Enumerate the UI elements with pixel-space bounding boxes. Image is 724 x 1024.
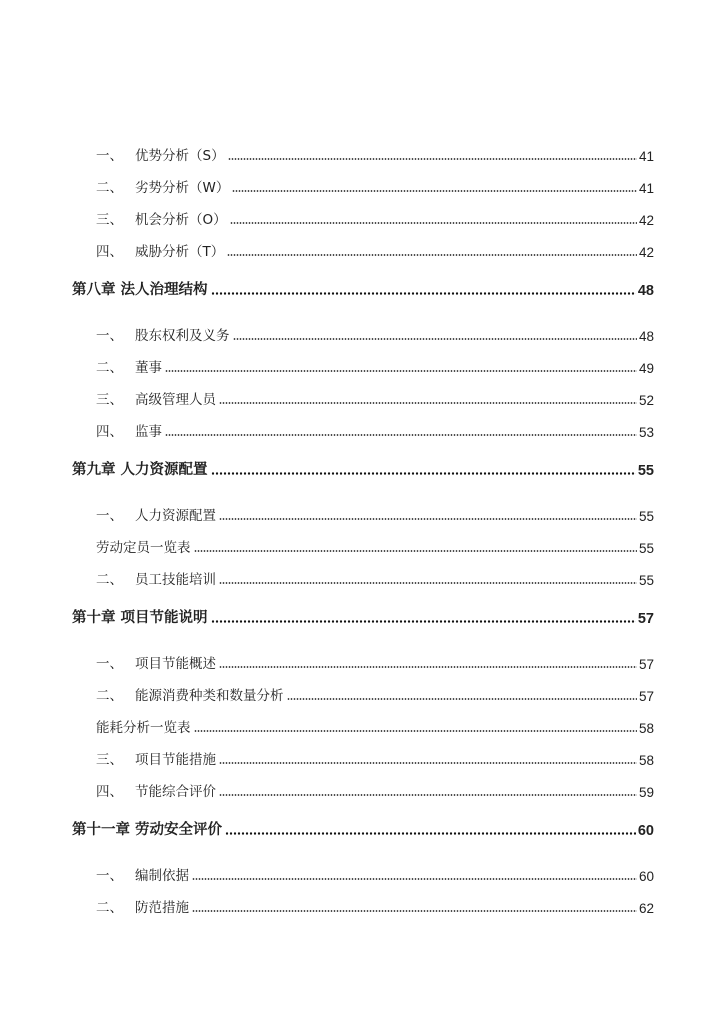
toc-entry-number: 四、 (96, 244, 123, 260)
toc-dot-leader (211, 292, 636, 295)
toc-page-number: 57 (638, 657, 654, 672)
toc-page-number: 48 (638, 329, 654, 344)
toc-entry-number: 二、 (96, 572, 123, 588)
toc-dot-leader (211, 620, 636, 623)
toc-dot-leader (194, 550, 637, 552)
toc-entry-number: 一、 (96, 328, 123, 344)
toc-page-number: 55 (638, 509, 654, 524)
toc-entry-number: 三、 (96, 752, 123, 768)
toc-page-number: 49 (638, 361, 654, 376)
toc-entry-number: 第八章 (72, 282, 116, 298)
toc-dot-leader (219, 582, 637, 584)
toc-chapter-entry[interactable] (72, 267, 654, 299)
toc-section-entry[interactable] (72, 884, 654, 916)
toc-entry-title: 机会分析（O） (135, 212, 227, 228)
toc-entry-title: 法人治理结构 (120, 282, 208, 298)
toc-entry-title: 防范措施 (135, 900, 189, 916)
toc-section-entry[interactable] (72, 704, 654, 736)
toc-entry-number: 三、 (96, 392, 123, 408)
toc-entry-number: 四、 (96, 784, 123, 800)
table-of-contents (72, 132, 654, 916)
toc-dot-leader (165, 434, 637, 436)
toc-entry-number: 三、 (96, 212, 123, 228)
toc-dot-leader (287, 698, 637, 700)
toc-entry-title: 能源消费种类和数量分析 (135, 688, 284, 704)
toc-entry-title: 编制依据 (135, 868, 189, 884)
toc-entry-number: 二、 (96, 360, 123, 376)
toc-chapter-entry[interactable] (72, 447, 654, 479)
toc-page-number: 52 (638, 393, 654, 408)
toc-section-entry[interactable] (72, 376, 654, 408)
toc-page-number: 55 (637, 463, 654, 479)
toc-dot-leader (232, 190, 637, 192)
toc-section-entry[interactable] (72, 344, 654, 376)
toc-section-entry[interactable] (72, 736, 654, 768)
toc-section-entry[interactable] (72, 164, 654, 196)
toc-entry-title: 节能综合评价 (135, 784, 216, 800)
toc-entry-title: 劳动安全评价 (135, 822, 222, 838)
toc-entry-title: 劣势分析（W） (135, 180, 230, 196)
toc-section-entry[interactable] (72, 132, 654, 164)
toc-entry-title: 项目节能措施 (135, 752, 216, 768)
toc-entry-title: 项目节能说明 (120, 610, 208, 626)
toc-page-number: 60 (637, 823, 654, 839)
toc-section-entry[interactable] (72, 640, 654, 672)
toc-dot-leader (225, 832, 636, 835)
toc-dot-leader (227, 254, 637, 256)
toc-page-number: 58 (638, 721, 654, 736)
toc-entry-number: 二、 (96, 180, 123, 196)
toc-page-number: 57 (637, 611, 654, 627)
toc-page-number: 55 (638, 541, 654, 556)
toc-dot-leader (233, 338, 637, 340)
toc-dot-leader (219, 666, 637, 668)
toc-entry-title: 股东权利及义务 (135, 328, 230, 344)
toc-entry-title: 人力资源配置 (135, 508, 216, 524)
toc-dot-leader (219, 762, 637, 764)
toc-dot-leader (219, 794, 637, 796)
toc-chapter-entry[interactable] (72, 595, 654, 627)
toc-entry-title: 高级管理人员 (135, 392, 216, 408)
toc-entry-title: 优势分析（S） (135, 148, 225, 164)
toc-section-entry[interactable] (72, 196, 654, 228)
toc-section-entry[interactable] (72, 852, 654, 884)
toc-entry-number: 二、 (96, 900, 123, 916)
toc-dot-leader (192, 878, 637, 880)
toc-entry-title: 监事 (135, 424, 162, 440)
toc-section-entry[interactable] (72, 768, 654, 800)
toc-page-number: 42 (638, 213, 654, 228)
toc-entry-number: 一、 (96, 508, 123, 524)
toc-page-number: 57 (638, 689, 654, 704)
toc-section-entry[interactable] (72, 228, 654, 260)
toc-page-number: 41 (638, 149, 654, 164)
toc-entry-title: 劳动定员一览表 (96, 540, 191, 556)
toc-page-number: 48 (637, 283, 654, 299)
toc-page-number: 59 (638, 785, 654, 800)
toc-section-entry[interactable] (72, 408, 654, 440)
toc-dot-leader (194, 730, 637, 732)
toc-dot-leader (219, 402, 637, 404)
toc-entry-title: 员工技能培训 (135, 572, 216, 588)
toc-page-number: 53 (638, 425, 654, 440)
toc-entry-number: 一、 (96, 656, 123, 672)
toc-dot-leader (165, 370, 637, 372)
toc-entry-title: 董事 (135, 360, 162, 376)
toc-page-number: 58 (638, 753, 654, 768)
toc-page-number: 62 (638, 901, 654, 916)
toc-entry-number: 四、 (96, 424, 123, 440)
toc-entry-number: 第九章 (72, 462, 116, 478)
toc-section-entry[interactable] (72, 492, 654, 524)
toc-entry-title: 人力资源配置 (120, 462, 208, 478)
toc-section-entry[interactable] (72, 524, 654, 556)
toc-entry-title: 项目节能概述 (135, 656, 216, 672)
toc-page-number: 42 (638, 245, 654, 260)
toc-entry-number: 第十一章 (72, 822, 130, 838)
toc-dot-leader (219, 518, 637, 520)
toc-page-number: 41 (638, 181, 654, 196)
toc-page-number: 55 (638, 573, 654, 588)
toc-entry-number: 一、 (96, 868, 123, 884)
toc-entry-number: 第十章 (72, 610, 116, 626)
toc-section-entry[interactable] (72, 556, 654, 588)
toc-dot-leader (230, 222, 637, 224)
toc-section-entry[interactable] (72, 672, 654, 704)
toc-entry-number: 一、 (96, 148, 123, 164)
toc-dot-leader (211, 472, 636, 475)
toc-entry-title: 威胁分析（T） (135, 244, 225, 260)
toc-section-entry[interactable] (72, 312, 654, 344)
toc-entry-title: 能耗分析一览表 (96, 720, 191, 736)
toc-entry-number: 二、 (96, 688, 123, 704)
toc-chapter-entry[interactable] (72, 807, 654, 839)
toc-dot-leader (228, 158, 637, 160)
toc-page-number: 60 (638, 869, 654, 884)
toc-dot-leader (192, 910, 637, 912)
